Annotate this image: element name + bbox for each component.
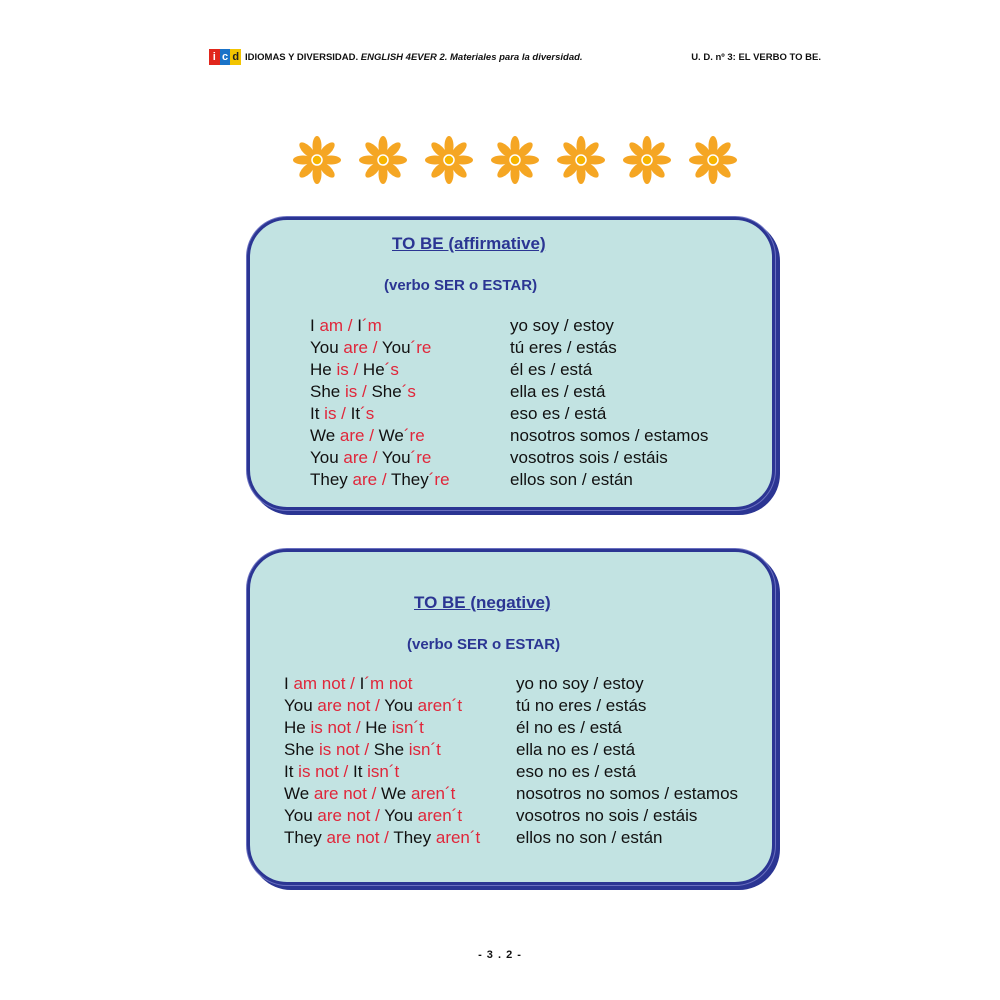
conjugation-row: He is / He´s bbox=[310, 360, 399, 379]
spanish-translation: yo soy / estoy bbox=[510, 316, 614, 335]
conjugation-row: I am / I´m bbox=[310, 316, 382, 335]
conjugation-row: You are not / You aren´t bbox=[284, 696, 463, 715]
spanish-translation: nosotros no somos / estamos bbox=[516, 784, 739, 803]
spanish-translation: él es / está bbox=[510, 360, 593, 379]
affirmative-card bbox=[247, 217, 775, 510]
spanish-translation: tú eres / estás bbox=[510, 338, 617, 357]
flower-icon bbox=[620, 133, 674, 187]
conjugation-row: They are / They´re bbox=[310, 470, 450, 489]
spanish-translation: ellos no son / están bbox=[516, 828, 663, 847]
flower-decoration bbox=[290, 133, 740, 187]
card-subtitle: (verbo SER o ESTAR) bbox=[384, 277, 538, 294]
conjugation-row: You are not / You aren´t bbox=[284, 806, 463, 825]
spanish-translation: ella no es / está bbox=[516, 740, 636, 759]
conjugation-row: We are / We´re bbox=[310, 426, 425, 445]
spanish-translation: vosotros sois / estáis bbox=[510, 448, 668, 467]
conjugation-row: They are not / They aren´t bbox=[284, 828, 481, 847]
conjugation-row: He is not / He isn´t bbox=[284, 718, 424, 737]
flower-icon bbox=[686, 133, 740, 187]
negative-card bbox=[247, 549, 775, 885]
spanish-translation: nosotros somos / estamos bbox=[510, 426, 709, 445]
spanish-translation: él no es / está bbox=[516, 718, 622, 737]
spanish-translation: eso no es / está bbox=[516, 762, 637, 781]
spanish-translation: ellos son / están bbox=[510, 470, 633, 489]
card-title: TO BE (affirmative) bbox=[392, 234, 546, 253]
conjugation-row: It is / It´s bbox=[310, 404, 375, 423]
spanish-translation: tú no eres / estás bbox=[516, 696, 647, 715]
flower-icon bbox=[422, 133, 476, 187]
conjugation-row: It is not / It isn´t bbox=[284, 762, 400, 781]
conjugation-row: You are / You´re bbox=[310, 448, 432, 467]
page-header bbox=[209, 49, 821, 69]
conjugation-row: She is / She´s bbox=[310, 382, 416, 401]
spanish-translation: eso es / está bbox=[510, 404, 607, 423]
conjugation-row: We are not / We aren´t bbox=[284, 784, 456, 803]
flower-icon bbox=[488, 133, 542, 187]
card-subtitle: (verbo SER o ESTAR) bbox=[407, 636, 561, 653]
logo: i c d bbox=[209, 49, 241, 65]
header-title: IDIOMAS Y DIVERSIDAD. ENGLISH 4EVER 2. Materiales para la diversidad. bbox=[245, 52, 583, 63]
conjugation-row: I am not / I´m not bbox=[284, 674, 413, 693]
spanish-translation: yo no soy / estoy bbox=[516, 674, 644, 693]
spanish-translation: ella es / está bbox=[510, 382, 606, 401]
flower-icon bbox=[356, 133, 410, 187]
flower-icon bbox=[290, 133, 344, 187]
conjugation-row: She is not / She isn´t bbox=[284, 740, 441, 759]
page-number: - 3 . 2 - bbox=[478, 949, 522, 961]
card-title: TO BE (negative) bbox=[414, 593, 551, 612]
spanish-translation: vosotros no sois / estáis bbox=[516, 806, 698, 825]
flower-icon bbox=[554, 133, 608, 187]
conjugation-row: You are / You´re bbox=[310, 338, 432, 357]
header-unit: U. D. nº 3: EL VERBO TO BE. bbox=[691, 52, 821, 63]
